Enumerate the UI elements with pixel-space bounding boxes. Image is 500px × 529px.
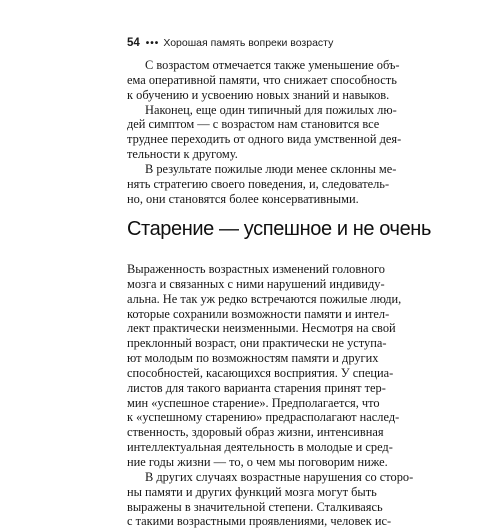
top-paragraphs xyxy=(127,58,447,206)
text-line: мозга и связанных с ними нарушений индивиду- xyxy=(127,276,385,291)
text-line: с такими возрастными проявлениями, человек ис- xyxy=(127,514,392,529)
running-title: Хорошая память вопреки возрасту xyxy=(163,37,334,49)
text-line: листов для такого варианта старения принят тер- xyxy=(127,380,386,395)
page-header xyxy=(127,37,447,53)
text-line: преклонный возраст, они практически не уступа- xyxy=(127,336,387,351)
paragraph xyxy=(127,103,447,162)
text-line: выражены в значительной степени. Сталкиваясь xyxy=(127,499,383,514)
text-line: ны памяти и других функций мозга могут быть xyxy=(127,484,377,499)
text-line: альна. Не так уж редко встречаются пожилые люди, xyxy=(127,291,402,306)
text-line: лект практически неизменными. Несмотря на свой xyxy=(127,321,396,336)
paragraph xyxy=(127,470,447,529)
text-line: С возрастом отмечается также уменьшение объ- xyxy=(145,58,400,72)
text-line: мин «успешное старение». Предполагается, что xyxy=(127,395,380,410)
text-line: труднее переходить от одного вида умственной дея- xyxy=(127,132,402,147)
text-line: но, они становятся более консервативными. xyxy=(127,191,359,206)
text-line: ема оперативной памяти, что снижает способность xyxy=(127,72,397,87)
text-line: Наконец, еще один типичный для пожилых лю- xyxy=(145,102,397,117)
header-separator: ••• xyxy=(145,38,160,49)
text-line: ние годы жизни — то, о чем мы поговорим ниже. xyxy=(127,454,388,469)
text-line: интеллектуальная деятельность в молодые и сред- xyxy=(127,440,393,455)
text-line: В результате пожилые люди менее склонны ме- xyxy=(145,161,397,176)
page-number: 54 xyxy=(127,37,140,49)
text-line: к «успешному старению» предрасполагают наслед- xyxy=(127,410,400,425)
text-line: ственность, здоровый образ жизни, интенсивная xyxy=(127,425,384,440)
text-line: которые сохранили возможности памяти и интел- xyxy=(127,306,390,321)
text-line: тельности к другому. xyxy=(127,147,238,162)
paragraph xyxy=(127,262,447,470)
text-line: ют молодым по возможностям памяти и других xyxy=(127,351,379,366)
paragraph xyxy=(127,162,447,207)
section-heading: Старение — успешное и не очень xyxy=(127,218,431,240)
text-line: дей симптом — с возрастом нам становится все xyxy=(127,117,380,132)
bottom-paragraphs xyxy=(127,262,447,529)
paragraph xyxy=(127,58,447,103)
text-line: Выраженность возрастных изменений головного xyxy=(127,262,385,276)
text-line: В других случаях возрастные нарушения со сторо- xyxy=(145,469,414,484)
text-line: нять стратегию своего поведения, и, следователь- xyxy=(127,176,390,191)
text-line: способностей, касающихся восприятия. У специа- xyxy=(127,365,394,380)
text-line: к обучению и усвоению новых знаний и навыков. xyxy=(127,87,390,102)
